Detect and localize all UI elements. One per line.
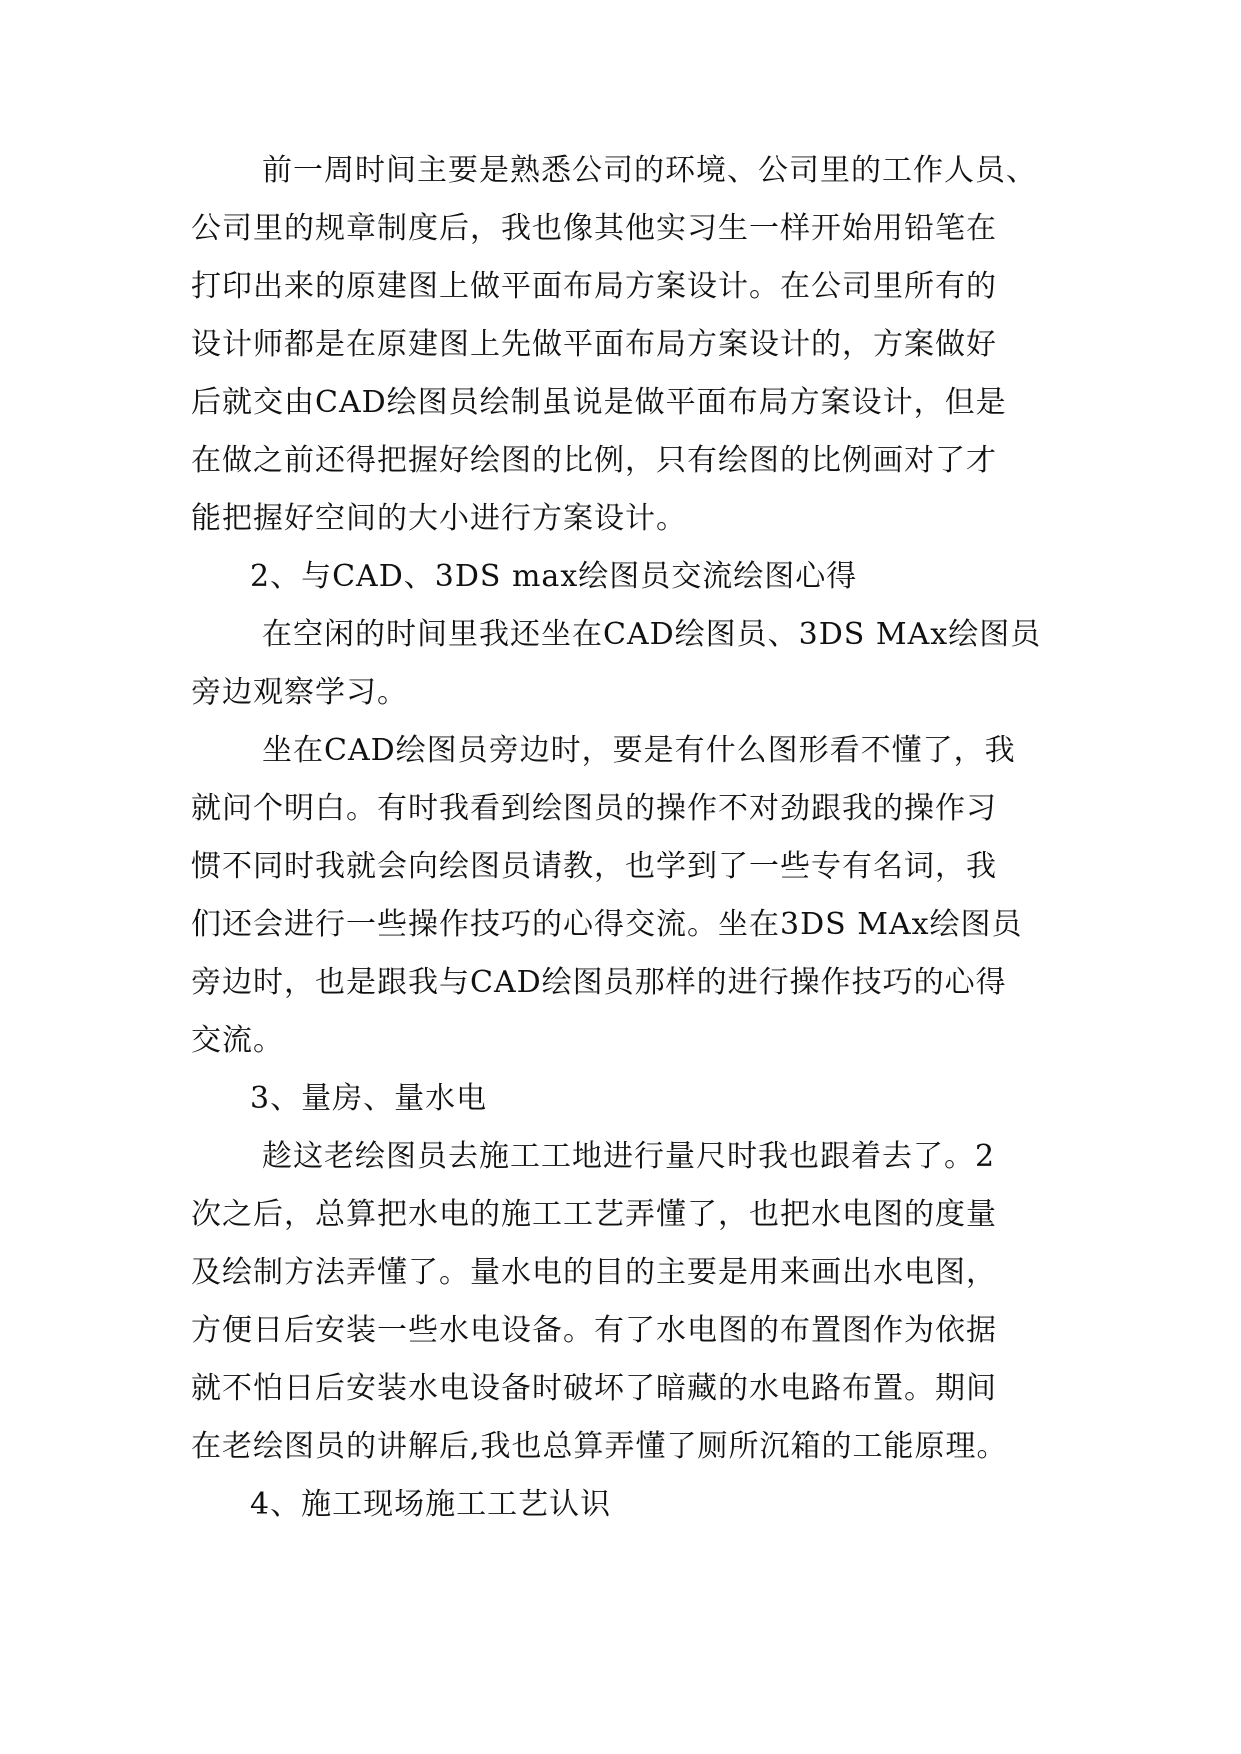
paragraph-line: 惯不同时我就会向绘图员请教，也学到了一些专有名词，我 xyxy=(191,849,997,884)
paragraph-line: 打印出来的原建图上做平面布局方案设计。在公司里所有的 xyxy=(191,269,997,304)
paragraph-line: 方便日后安装一些水电设备。有了水电图的布置图作为依据 xyxy=(191,1313,997,1348)
paragraph-line: 前一周时间主要是熟悉公司的环境、公司里的工作人员、 xyxy=(262,153,1037,188)
paragraph-line: 后就交由CAD绘图员绘制虽说是做平面布局方案设计，但是 xyxy=(191,385,1007,420)
section-heading: 4、施工现场施工工艺认识 xyxy=(250,1487,612,1522)
paragraph-line: 交流。 xyxy=(191,1023,284,1058)
paragraph-line: 及绘制方法弄懂了。量水电的目的主要是用来画出水电图， xyxy=(191,1255,997,1290)
paragraph-line: 在空闲的时间里我还坐在CAD绘图员、3DS MAx绘图员 xyxy=(262,617,1042,652)
section-heading: 3、量房、量水电 xyxy=(250,1081,488,1116)
paragraph-line: 就问个明白。有时我看到绘图员的操作不对劲跟我的操作习 xyxy=(191,791,997,826)
paragraph-line: 们还会进行一些操作技巧的心得交流。坐在3DS MAx绘图员 xyxy=(191,907,1023,942)
paragraph-line: 在老绘图员的讲解后,我也总算弄懂了厕所沉箱的工能原理。 xyxy=(191,1429,1008,1464)
paragraph-line: 在做之前还得把握好绘图的比例，只有绘图的比例画对了才 xyxy=(191,443,997,478)
paragraph-line: 趁这老绘图员去施工工地进行量尺时我也跟着去了。2 xyxy=(262,1139,996,1174)
paragraph-line: 就不怕日后安装水电设备时破坏了暗藏的水电路布置。期间 xyxy=(191,1371,997,1406)
paragraph-line: 公司里的规章制度后，我也像其他实习生一样开始用铅笔在 xyxy=(191,211,997,246)
paragraph-line: 坐在CAD绘图员旁边时，要是有什么图形看不懂了，我 xyxy=(262,733,1016,768)
paragraph-line: 旁边观察学习。 xyxy=(191,675,408,710)
paragraph-line: 次之后，总算把水电的施工工艺弄懂了，也把水电图的度量 xyxy=(191,1197,997,1232)
paragraph-line: 设计师都是在原建图上先做平面布局方案设计的，方案做好 xyxy=(191,327,997,362)
section-heading: 2、与CAD、3DS max绘图员交流绘图心得 xyxy=(250,559,858,594)
paragraph-line: 旁边时，也是跟我与CAD绘图员那样的进行操作技巧的心得 xyxy=(191,965,1007,1000)
paragraph-line: 能把握好空间的大小进行方案设计。 xyxy=(191,501,687,536)
